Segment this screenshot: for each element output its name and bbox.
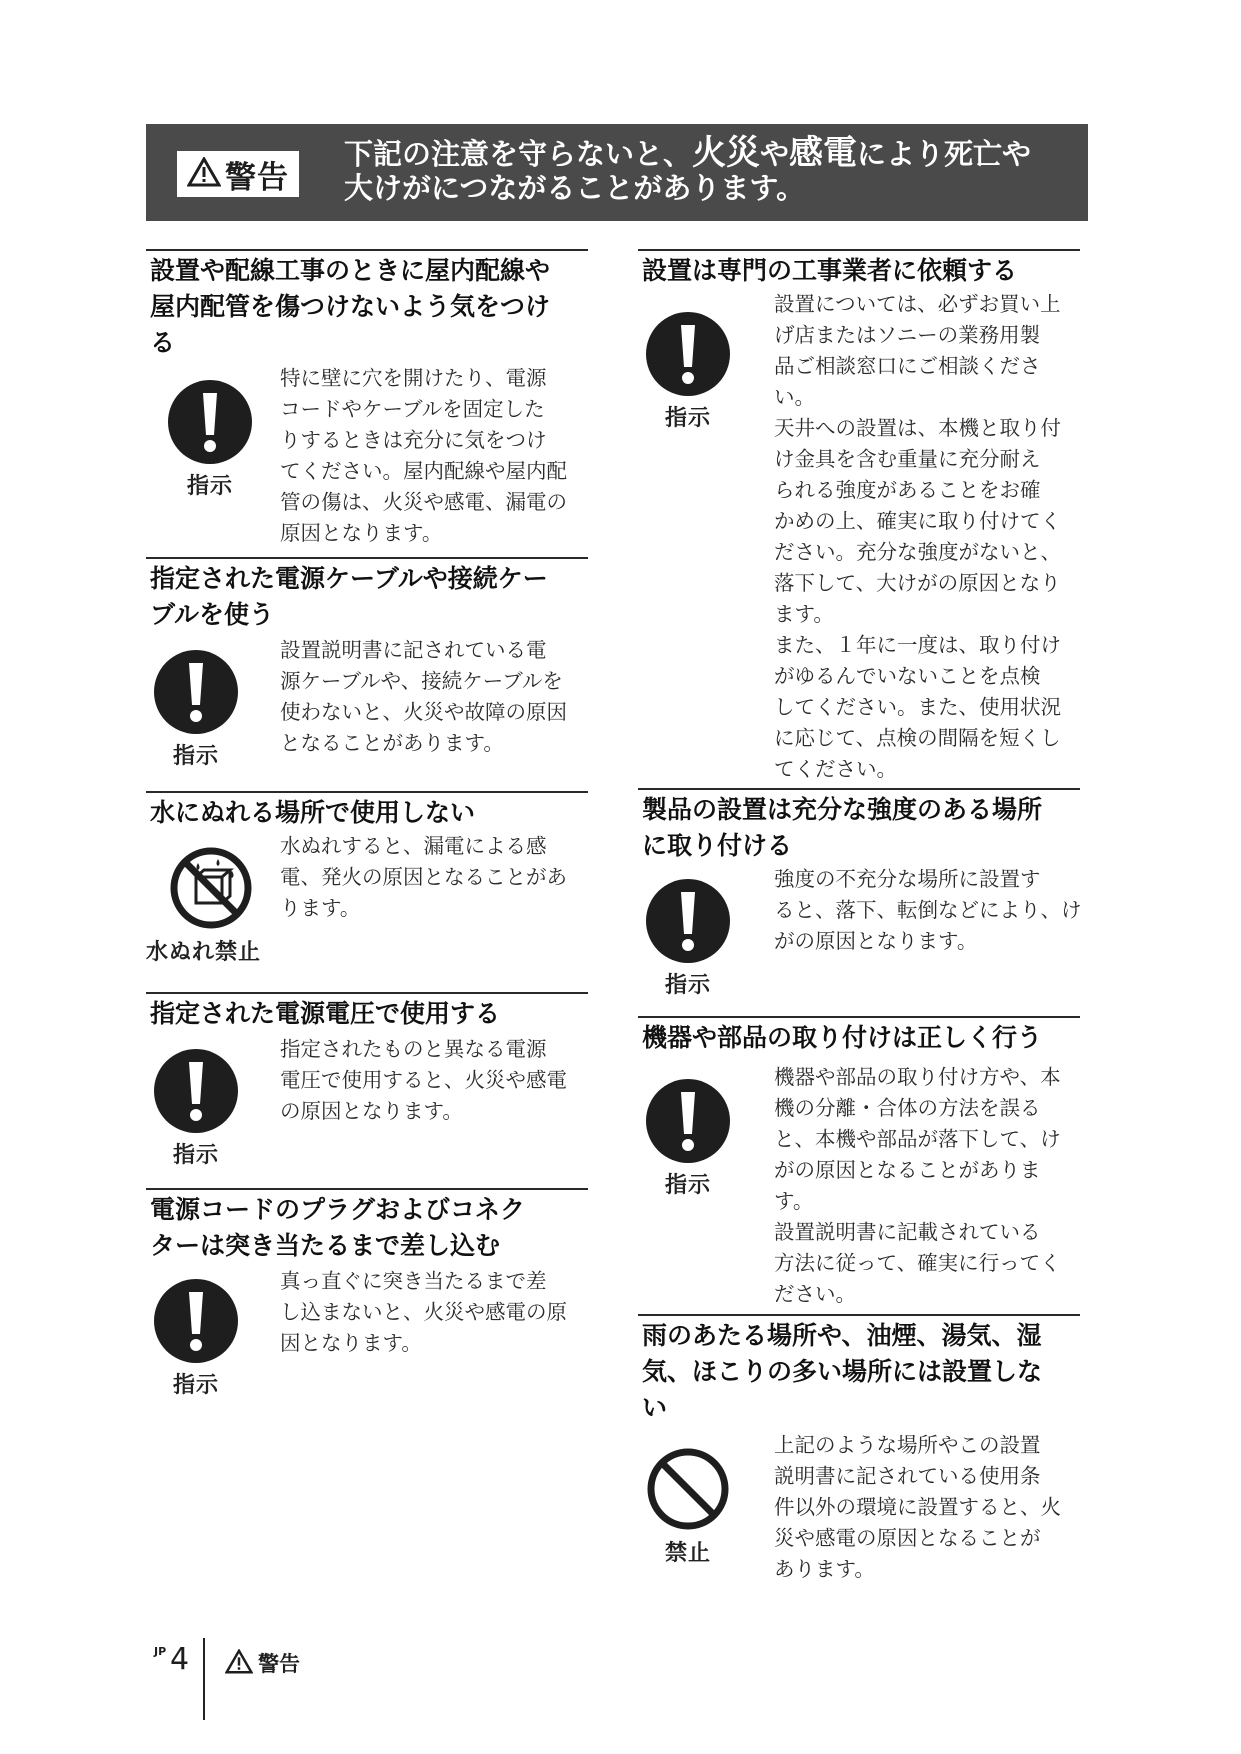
no-water-icon bbox=[168, 845, 254, 931]
section-body: 設置説明書に記されている電 源ケーブルや、接続ケーブルを 使わないと、火災や故障の原因 となることがあります。 bbox=[280, 638, 567, 755]
icon-label: 禁止 bbox=[664, 1541, 711, 1566]
section-body: 機器や部品の取り付け方や、本 機の分離・合体の方法を誤る と、本機や部品が落下して、け がの原因となることがありま す。 設置説明書に記載されている 方法に従って、確実に行ってく ださい。 bbox=[774, 1065, 1061, 1306]
banner-text-emph-shock: 感電 bbox=[789, 133, 858, 173]
section-body: 真っ直ぐに突き当たるまで差 し込まないと、火災や感電の原 因となります。 bbox=[280, 1269, 567, 1355]
footer-region-label: JP bbox=[154, 1645, 167, 1658]
no-water-icon-block bbox=[146, 845, 276, 966]
section-heading: 水にぬれる場所で使用しない bbox=[150, 798, 476, 827]
section-divider bbox=[146, 249, 588, 251]
mandatory-icon-block bbox=[146, 649, 246, 770]
mandatory-icon bbox=[153, 1048, 239, 1134]
section-body: 指定されたものと異なる電源 電圧で使用すると、火災や感電 の原因となります。 bbox=[280, 1037, 567, 1123]
section-heading: 機器や部品の取り付けは正しく行う bbox=[642, 1023, 1043, 1052]
icon-label: 指示 bbox=[172, 744, 219, 769]
section-body: 水ぬれすると、漏電による感 電、発火の原因となることがあ ります。 bbox=[280, 834, 567, 920]
section-body: 強度の不充分な場所に設置す ると、落下、転倒などにより、け がの原因となります。 bbox=[774, 867, 1082, 953]
section-heading: 製品の設置は充分な強度のある場所 に取り付ける bbox=[642, 795, 1043, 860]
section-body: 設置については、必ずお買い上 げ店またはソニーの業務用製 品ご相談窓口にご相談くださ い。 天井への設置は、本機と取り付 け金具を含む重量に充分耐え られる強度があることをお確 かめの上、確実に取り付けてく ださい。充分な強度がないと、 落下して、大けがの原因となり ます。 また、１年に一度は、取り付け がゆるんでいないことを点検 してください。また、使用状況 に応じて、点検の間隔を短くし てください。 bbox=[774, 292, 1061, 781]
footer-divider bbox=[203, 1638, 205, 1720]
icon-label: 指示 bbox=[172, 1143, 219, 1168]
banner-text-line2: 大けがにつながることがあります。 bbox=[344, 171, 806, 205]
section-divider bbox=[638, 1314, 1080, 1316]
mandatory-icon bbox=[153, 649, 239, 735]
mandatory-icon bbox=[153, 1278, 239, 1364]
mandatory-icon bbox=[167, 379, 253, 465]
warning-badge bbox=[177, 151, 299, 197]
section-heading: 設置は専門の工事業者に依頼する bbox=[642, 256, 1018, 285]
section-body: 特に壁に穴を開けたり、電源 コードやケーブルを固定した りするときは充分に気をつけ てください。屋内配線や屋内配 管の傷は、火災や感電、漏電の 原因となります。 bbox=[280, 366, 567, 545]
warning-section bbox=[146, 791, 588, 981]
section-divider bbox=[638, 249, 1080, 251]
footer-section-label: 警告 bbox=[258, 1652, 300, 1676]
section-heading: 指定された電源ケーブルや接続ケー ブルを使う bbox=[150, 564, 548, 629]
icon-label: 指示 bbox=[664, 406, 711, 431]
icon-label: 指示 bbox=[172, 1373, 219, 1398]
warning-badge-label: 警告 bbox=[225, 159, 289, 196]
mandatory-icon bbox=[645, 878, 731, 964]
banner-text-part: や bbox=[760, 137, 790, 171]
warning-section bbox=[146, 557, 588, 777]
section-heading: 電源コードのプラグおよびコネク ターは突き当たるまで差し込む bbox=[150, 1195, 526, 1260]
warning-triangle-icon bbox=[187, 157, 221, 191]
warning-banner bbox=[146, 124, 1088, 221]
section-body: 上記のような場所やこの設置 説明書に記されている使用条 件以外の環境に設置すると、火 災や感電の原因となることが あります。 bbox=[774, 1433, 1061, 1581]
footer-section bbox=[225, 1648, 300, 1678]
page-number: 4 bbox=[170, 1642, 190, 1677]
mandatory-icon-block bbox=[160, 379, 260, 500]
warning-triangle-icon bbox=[225, 1649, 253, 1678]
icon-label: 水ぬれ禁止 bbox=[146, 940, 262, 965]
icon-label: 指示 bbox=[664, 973, 711, 998]
section-heading: 指定された電源電圧で使用する bbox=[150, 999, 501, 1028]
section-divider bbox=[146, 791, 588, 793]
section-divider bbox=[146, 557, 588, 559]
section-divider bbox=[638, 788, 1080, 790]
warning-section bbox=[146, 1188, 588, 1408]
mandatory-icon bbox=[645, 1078, 731, 1164]
mandatory-icon-block bbox=[146, 1048, 246, 1169]
icon-label: 指示 bbox=[664, 1173, 711, 1198]
section-divider bbox=[638, 1016, 1080, 1018]
mandatory-icon bbox=[645, 311, 731, 397]
banner-text-part: 下記の注意を守らないと、 bbox=[344, 137, 693, 171]
warning-section bbox=[638, 788, 1080, 1008]
mandatory-icon-block bbox=[638, 878, 738, 999]
mandatory-icon-block bbox=[638, 311, 738, 432]
section-divider bbox=[146, 992, 588, 994]
warning-section bbox=[638, 1314, 1080, 1604]
banner-message bbox=[344, 133, 1064, 205]
mandatory-icon-block bbox=[638, 1078, 738, 1199]
warning-section bbox=[638, 1016, 1080, 1316]
prohibited-icon bbox=[645, 1446, 731, 1532]
warning-section bbox=[146, 249, 588, 549]
section-heading: 雨のあたる場所や、油煙、湯気、湿 気、ほこりの多い場所には設置しな い bbox=[642, 1321, 1043, 1422]
icon-label: 指示 bbox=[186, 474, 233, 499]
banner-text-emph-fire: 火災 bbox=[692, 133, 761, 173]
section-heading: 設置や配線工事のときに屋内配線や 屋内配管を傷つけないよう気をつけ る bbox=[150, 256, 551, 357]
mandatory-icon-block bbox=[146, 1278, 246, 1399]
prohibited-icon-block bbox=[638, 1446, 738, 1567]
banner-text-part: により死亡や bbox=[857, 137, 1032, 171]
warning-section bbox=[638, 249, 1080, 779]
section-divider bbox=[146, 1188, 588, 1190]
warning-section bbox=[146, 992, 588, 1172]
